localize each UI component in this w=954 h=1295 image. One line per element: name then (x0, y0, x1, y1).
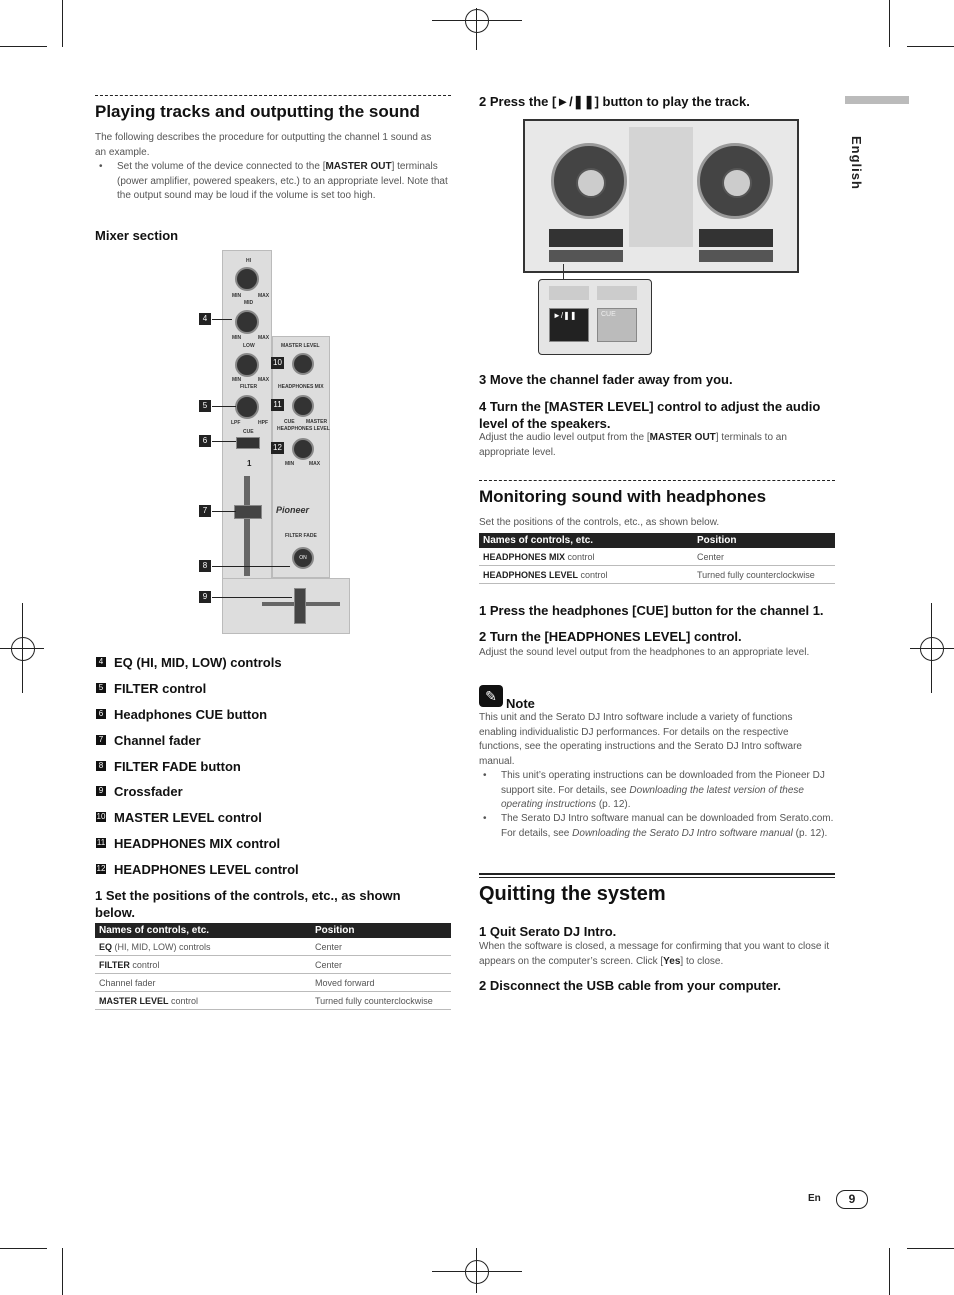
min-label: MIN (285, 461, 295, 467)
min-label: MIN (232, 293, 242, 299)
legend-item: 10 MASTER LEVEL control (96, 809, 262, 825)
headphones-level-knob (292, 438, 314, 460)
lpf-label: LPF (231, 420, 241, 426)
intro-text: The following describes the procedure for outputting the channel 1 sound as an example. (95, 132, 432, 158)
callout-8: 8 (199, 560, 211, 572)
callout-10: 10 (271, 357, 284, 369)
callout-12: 12 (271, 442, 284, 454)
language-label: English (849, 136, 864, 190)
left-jog-center (576, 168, 606, 198)
callout-7: 7 (199, 505, 211, 517)
legend-item: 5 FILTER control (96, 680, 206, 696)
zoom-inset (538, 279, 652, 355)
low-label: LOW (243, 343, 255, 349)
section-rule (479, 480, 835, 481)
headphones-mix-label: HEADPHONES MIX (278, 384, 324, 390)
mixer-illustration (222, 250, 348, 634)
callout-9: 9 (199, 591, 211, 603)
section-title-monitoring: Monitoring sound with headphones (479, 487, 767, 506)
table-row: EQ (HI, MID, LOW) controls Center (95, 938, 451, 956)
channel-fader-track (244, 476, 250, 576)
left-pads (549, 229, 623, 247)
hi-label: HI (246, 258, 251, 264)
note-body: This unit and the Serato DJ Intro software include a variety of functions enabling individualistic DJ performances. For details on the respective functions, see the operating instructions and the Serato DJ Intro software manual. (479, 712, 802, 767)
callout-5: 5 (199, 400, 211, 412)
channel-number: 1 (247, 459, 252, 468)
play-pause-button: ►/❚❚ (549, 308, 589, 342)
controller-illustration (523, 119, 799, 273)
section-rule-thick (479, 873, 835, 875)
cue-button (236, 437, 260, 449)
callout-6: 6 (199, 435, 211, 447)
language-tab (845, 96, 909, 104)
legend-item: 9 Crossfader (96, 783, 183, 799)
note-label: Note (506, 696, 535, 711)
headphones-mix-knob (292, 395, 314, 417)
monitoring-step-2: 2 Turn the [HEADPHONES LEVEL] control. (479, 629, 742, 644)
hpf-label: HPF (258, 420, 268, 426)
mixer-heading: Mixer section (95, 228, 179, 243)
zoom-pad (597, 286, 637, 300)
monitoring-step-2-body: Adjust the sound level output from the headphones to an appropriate level. (479, 647, 810, 658)
right-jog-center (722, 168, 752, 198)
filter-knob (235, 395, 259, 419)
footer-lang: En (808, 1193, 821, 1204)
legend-item: 12 HEADPHONES LEVEL control (96, 861, 299, 877)
max-label: MAX (258, 335, 270, 341)
cue-button-zoom: CUE (597, 308, 637, 342)
right-pads (699, 229, 773, 247)
section-title-playing: Playing tracks and outputting the sound (95, 102, 420, 121)
settings-table (95, 923, 451, 1010)
quit-step-1-body: When the software is closed, a message for confirming that you want to close it appears on the computer’s screen. Click [Yes] to close. (479, 941, 830, 967)
hi-knob (235, 267, 259, 291)
zoom-pad (549, 286, 589, 300)
table-header-row: Names of controls, etc. Position (479, 533, 835, 548)
cue-label: CUE (243, 429, 254, 435)
cue-label: CUE (284, 419, 295, 425)
table-row: HEADPHONES LEVEL control Turned fully counterclockwise (479, 566, 835, 584)
headphones-level-label: HEADPHONES LEVEL (277, 426, 330, 432)
section-rule-thin (479, 877, 835, 878)
filter-label: FILTER (240, 384, 258, 390)
master-level-label: MASTER LEVEL (281, 343, 320, 349)
bullet-master-out: • Set the volume of the device connected to the [MASTER OUT] terminals (power amplifier, powered speakers, etc.) to an appropriate level. Note that the output sound may be loud if the volume is set too high. (99, 161, 448, 201)
step-4-body: Adjust the audio level output from the [MASTER OUT] terminals to an appropriate level. (479, 432, 787, 458)
min-label: MIN (232, 335, 242, 341)
legend-item: 4 EQ (HI, MID, LOW) controls (96, 654, 282, 670)
crossfader-panel (222, 578, 350, 634)
page-number: 9 (836, 1190, 868, 1209)
table-row: Channel fader Moved forward (95, 974, 451, 992)
quit-step-1: 1 Quit Serato DJ Intro. (479, 924, 617, 939)
min-label: MIN (232, 377, 242, 383)
table-row: FILTER control Center (95, 956, 451, 974)
max-label: MAX (258, 377, 270, 383)
right-transport (699, 250, 773, 262)
legend-item: 8 FILTER FADE button (96, 758, 241, 774)
table-header-row: Names of controls, etc. Position (95, 923, 451, 938)
monitoring-table (479, 533, 835, 584)
legend-item: 6 Headphones CUE button (96, 706, 267, 722)
filter-fade-label: FILTER FADE (285, 533, 317, 539)
callout-4: 4 (199, 313, 211, 325)
crossfader-knob (294, 588, 306, 624)
step-3-heading: 3 Move the channel fader away from you. (479, 372, 733, 387)
max-label: MAX (258, 293, 270, 299)
step-1-heading: 1 Set the positions of the controls, etc., as shown below. (95, 888, 401, 920)
table-row: HEADPHONES MIX control Center (479, 548, 835, 566)
mid-label: MID (244, 300, 254, 306)
max-label: MAX (309, 461, 321, 467)
callout-11: 11 (271, 399, 284, 411)
low-knob (235, 353, 259, 377)
pioneer-logo: Pioneer (276, 505, 310, 515)
table-row: MASTER LEVEL control Turned fully counterclockwise (95, 992, 451, 1010)
channel-fader-knob (234, 505, 262, 519)
filter-fade-button: ON (292, 547, 314, 569)
note-bullet: • The Serato DJ Intro software manual can be downloaded from Serato.com. For details, see Downloading the Serato DJ Intro software manual (p. 12). (483, 813, 834, 839)
quit-step-2: 2 Disconnect the USB cable from your computer. (479, 978, 781, 993)
note-bullet: • This unit’s operating instructions can be downloaded from the Pioneer DJ support site. For details, see Downloading the latest version of these operating instructions (p. 12). (483, 770, 825, 810)
master-level-knob (292, 353, 314, 375)
note-icon: ✎ (479, 685, 503, 707)
mid-knob (235, 310, 259, 334)
monitoring-intro: Set the positions of the controls, etc., as shown below. (479, 517, 720, 528)
step-2-heading: 2 Press the [►/❚❚] button to play the track. (479, 94, 750, 109)
section-title-quitting: Quitting the system (479, 883, 666, 905)
center-mixer (629, 127, 693, 247)
legend-item: 11 HEADPHONES MIX control (96, 835, 281, 851)
legend-item: 7 Channel fader (96, 732, 201, 748)
step-4-heading: 4 Turn the [MASTER LEVEL] control to adjust the audio level of the speakers. (479, 399, 821, 431)
left-transport (549, 250, 623, 262)
monitoring-step-1: 1 Press the headphones [CUE] button for the channel 1. (479, 603, 824, 618)
master-label: MASTER (306, 419, 328, 425)
zoom-pointer (563, 264, 564, 280)
section-rule (95, 95, 451, 96)
